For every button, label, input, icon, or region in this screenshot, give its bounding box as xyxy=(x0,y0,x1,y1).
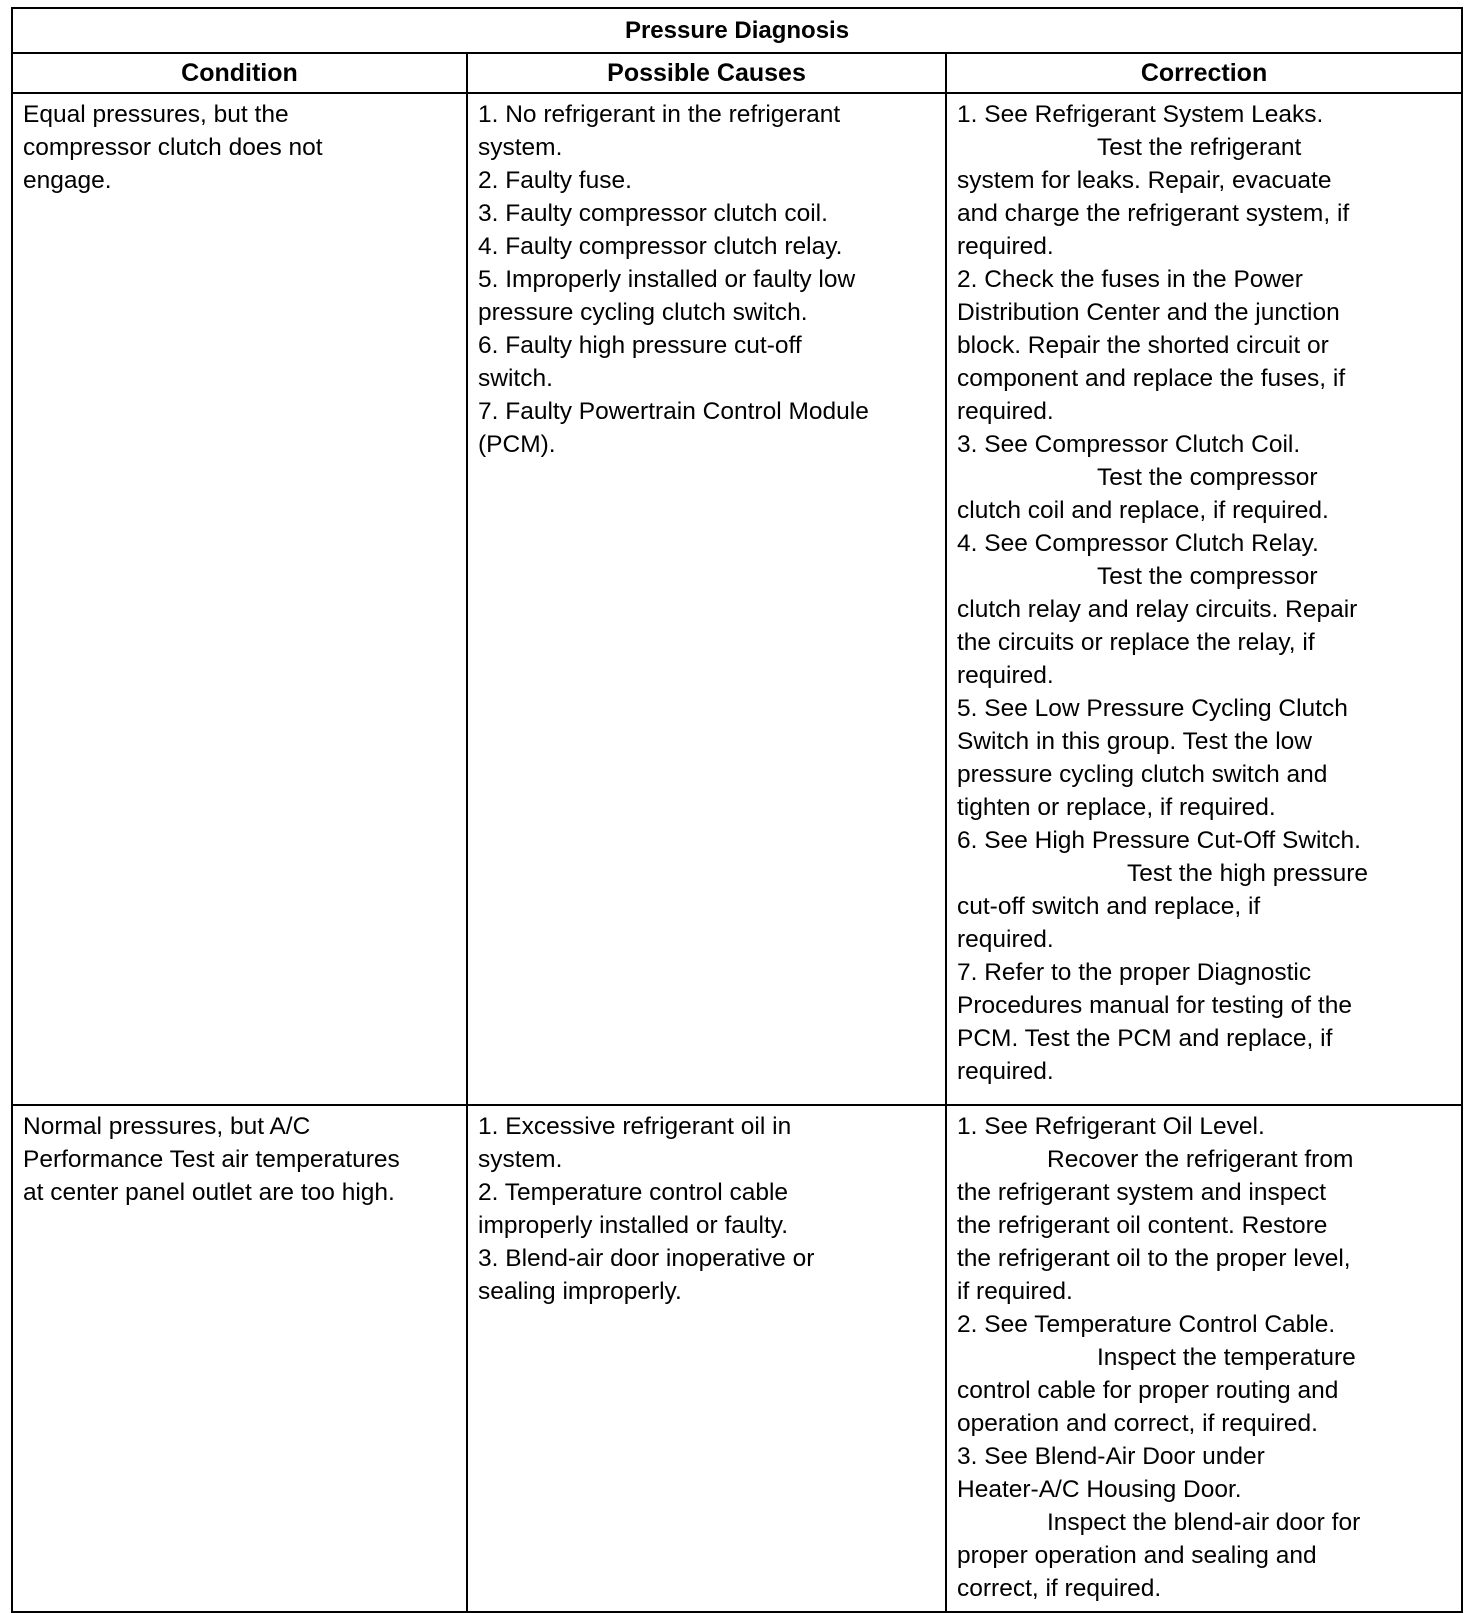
correction-line: Test the refrigerant xyxy=(1097,134,1302,161)
correction-line: Procedures manual for testing of the xyxy=(957,992,1352,1019)
correction-line: clutch relay and relay circuits. Repair xyxy=(957,596,1358,623)
correction-line: Distribution Center and the junction xyxy=(957,299,1340,326)
correction-line: block. Repair the shorted circuit or xyxy=(957,332,1329,359)
correction-line: Inspect the temperature xyxy=(1097,1344,1356,1371)
correction-cell xyxy=(946,1105,1462,1612)
condition-line: engage. xyxy=(23,167,112,194)
correction-line: Switch in this group. Test the low xyxy=(957,728,1312,755)
header-condition: Condition xyxy=(12,53,467,93)
correction-line: required. xyxy=(957,398,1054,425)
correction-line: 3. See Blend-Air Door under xyxy=(957,1443,1265,1470)
correction-line: 6. See High Pressure Cut-Off Switch. xyxy=(957,827,1361,854)
correction-cell xyxy=(946,93,1462,1105)
correction-line: control cable for proper routing and xyxy=(957,1377,1339,1404)
correction-line: 7. Refer to the proper Diagnostic xyxy=(957,959,1312,986)
correction-line: tighten or replace, if required. xyxy=(957,794,1276,821)
cause-line: (PCM). xyxy=(478,431,556,458)
correction-line: required. xyxy=(957,233,1054,260)
condition-line: at center panel outlet are too high. xyxy=(23,1179,395,1206)
correction-line: component and replace the fuses, if xyxy=(957,365,1346,392)
cause-line: 5. Improperly installed or faulty low xyxy=(478,266,856,293)
cause-line: improperly installed or faulty. xyxy=(478,1212,789,1239)
correction-line: system for leaks. Repair, evacuate xyxy=(957,167,1332,194)
correction-line: if required. xyxy=(957,1278,1073,1305)
correction-line: the refrigerant oil to the proper level, xyxy=(957,1245,1351,1272)
correction-line: pressure cycling clutch switch and xyxy=(957,761,1328,788)
cause-line: 3. Faulty compressor clutch coil. xyxy=(478,200,828,227)
causes-cell xyxy=(467,93,946,1105)
table-title: Pressure Diagnosis xyxy=(12,8,1462,53)
correction-line: Heater-A/C Housing Door. xyxy=(957,1476,1242,1503)
condition-line: Equal pressures, but the xyxy=(23,101,289,128)
correction-line: correct, if required. xyxy=(957,1575,1162,1602)
correction-line: 3. See Compressor Clutch Coil. xyxy=(957,431,1301,458)
correction-line: clutch coil and replace, if required. xyxy=(957,497,1329,524)
correction-line: and charge the refrigerant system, if xyxy=(957,200,1350,227)
correction-line: 1. See Refrigerant System Leaks. xyxy=(957,101,1324,128)
cause-line: 3. Blend-air door inoperative or xyxy=(478,1245,815,1272)
correction-line: Test the compressor xyxy=(1097,464,1318,491)
correction-line: Inspect the blend-air door for xyxy=(1047,1509,1361,1536)
cause-line: 2. Faulty fuse. xyxy=(478,167,632,194)
correction-line: the refrigerant system and inspect xyxy=(957,1179,1327,1206)
correction-line: Test the compressor xyxy=(1097,563,1318,590)
correction-line: 5. See Low Pressure Cycling Clutch xyxy=(957,695,1348,722)
correction-line: Recover the refrigerant from xyxy=(1047,1146,1354,1173)
cause-line: switch. xyxy=(478,365,553,392)
cause-line: 1. Excessive refrigerant oil in xyxy=(478,1113,792,1140)
correction-line: proper operation and sealing and xyxy=(957,1542,1317,1569)
header-correction: Correction xyxy=(946,53,1462,93)
cause-line: 7. Faulty Powertrain Control Module xyxy=(478,398,869,425)
correction-line: PCM. Test the PCM and replace, if xyxy=(957,1025,1333,1052)
correction-line: 1. See Refrigerant Oil Level. xyxy=(957,1113,1265,1140)
cause-line: system. xyxy=(478,1146,563,1173)
pressure-diagnosis-table xyxy=(11,7,1463,1613)
cause-line: sealing improperly. xyxy=(478,1278,682,1305)
table-row xyxy=(12,1105,1462,1612)
correction-line: required. xyxy=(957,662,1054,689)
correction-line: required. xyxy=(957,926,1054,953)
cause-line: 6. Faulty high pressure cut-off xyxy=(478,332,802,359)
cause-line: 4. Faulty compressor clutch relay. xyxy=(478,233,843,260)
cause-line: system. xyxy=(478,134,563,161)
correction-line: cut-off switch and replace, if xyxy=(957,893,1261,920)
correction-line: Test the high pressure xyxy=(1127,860,1369,887)
correction-line: 2. Check the fuses in the Power xyxy=(957,266,1303,293)
condition-cell xyxy=(12,1105,467,1612)
correction-line: operation and correct, if required. xyxy=(957,1410,1318,1437)
cause-line: 1. No refrigerant in the refrigerant xyxy=(478,101,841,128)
correction-line: required. xyxy=(957,1058,1054,1085)
header-possible-causes: Possible Causes xyxy=(467,53,946,93)
correction-line: 4. See Compressor Clutch Relay. xyxy=(957,530,1319,557)
condition-line: Normal pressures, but A/C xyxy=(23,1113,311,1140)
correction-line: 2. See Temperature Control Cable. xyxy=(957,1311,1336,1338)
correction-line: the refrigerant oil content. Restore xyxy=(957,1212,1328,1239)
condition-line: Performance Test air temperatures xyxy=(23,1146,400,1173)
table-row xyxy=(12,93,1462,1105)
cause-line: pressure cycling clutch switch. xyxy=(478,299,808,326)
causes-cell xyxy=(467,1105,946,1612)
correction-line: the circuits or replace the relay, if xyxy=(957,629,1315,656)
cause-line: 2. Temperature control cable xyxy=(478,1179,789,1206)
condition-line: compressor clutch does not xyxy=(23,134,323,161)
condition-cell xyxy=(12,93,467,1105)
